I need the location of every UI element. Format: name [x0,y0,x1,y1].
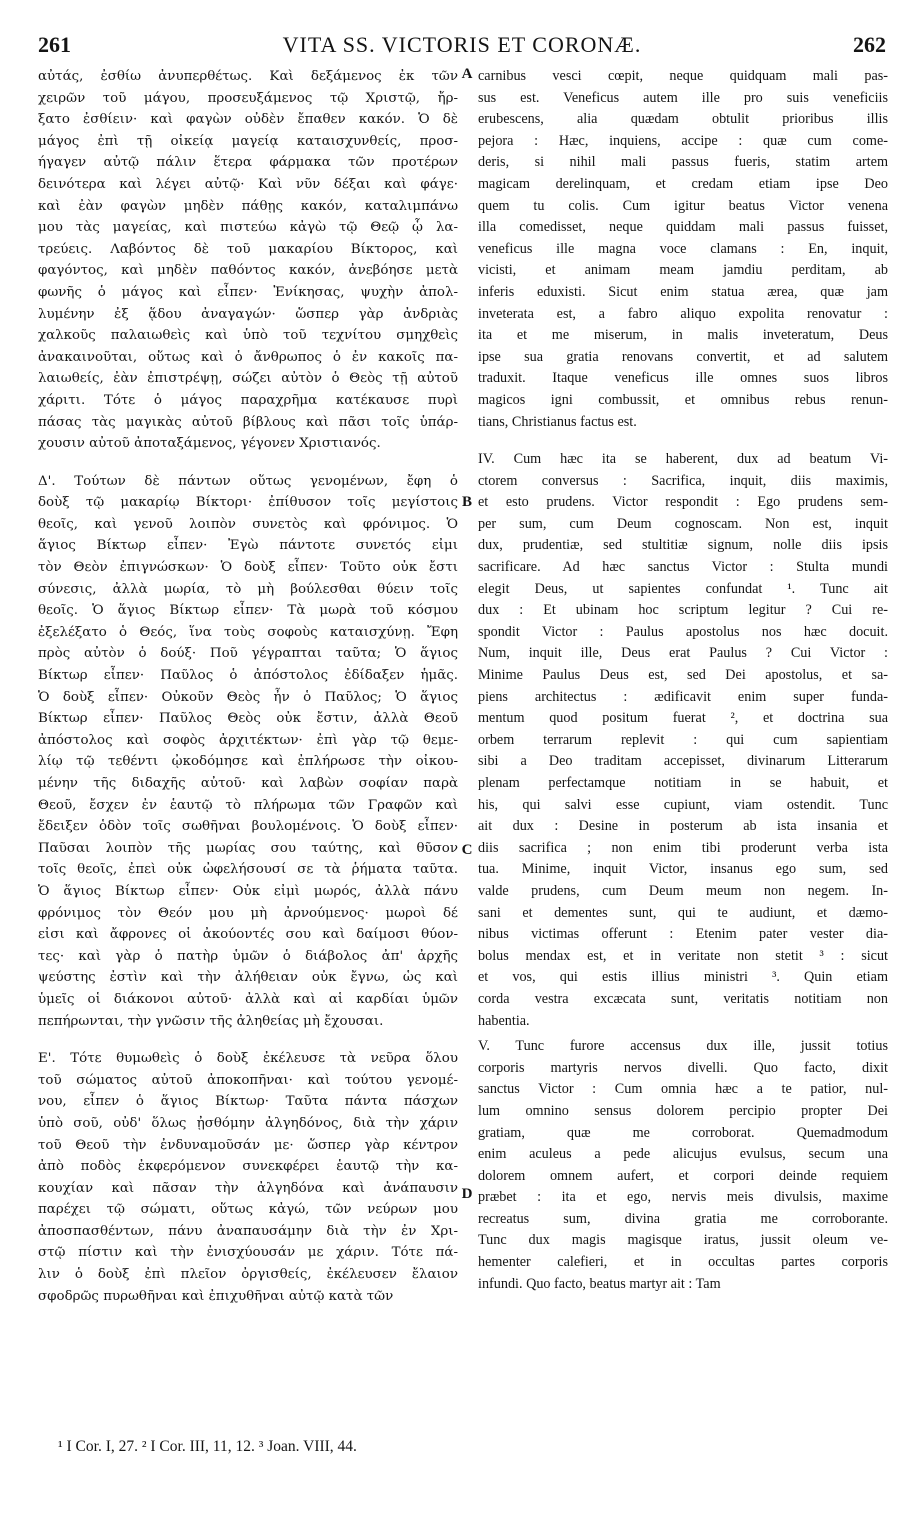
text-line: et vos, qui estis illius ministri ³. Quin etiam [478,969,888,986]
text-line: Ε'. Τότε θυμωθεὶς ὁ δοὺξ ἐκέλευσε τὰ νεῦρα ὅλου [38,1051,458,1067]
text-line: tians, Christianus factus est. [478,413,637,430]
text-line: δοὺξ τῷ μακαρίῳ Βίκτορι· ἐπίθυσον τοῖς μεγίστοις [38,495,458,511]
text-line: erubescens, alia quædam obtulit prioribus illis [478,111,888,128]
text-line: V. Tunc furore accensus dux ille, jussit totius [478,1038,888,1055]
text-line: magicos igni combussit, et omnibus rebus renun- [478,391,888,408]
text-line: plenam perfectamque notitiam in se habuit, et [478,775,888,791]
running-header [38,30,886,60]
text-line: inveterata est, a fabro aliquo expolita renovatur : [478,305,888,322]
text-line: mentum quod positum fuerat ², et doctrina sua [478,710,888,727]
text-line: τοῖς θεοῖς, ἐπεὶ οὐκ ὠφελήσουσί σε τὰ ῥήματα ταῦτα. [38,862,458,878]
text-line: Παῦσαι λοιπὸν τῆς μωρίας σου ταύτης, καὶ θῦσον [38,840,458,856]
text-line: ἐξελέξατο ὁ Θεός, ἵνα τοὺς σοφοὺς καταισχύνῃ. Ἔφη [38,624,458,640]
footnotes: ¹ I Cor. I, 27. ² I Cor. III, 11, 12. ³ Joan. VIII, 44. [58,1438,357,1455]
text-line: recreatus sum, divina gratia me corroborante. [478,1210,888,1227]
text-line: elegit Deus, ut sapientes confundat ¹. Tunc ait [478,580,888,597]
text-line: λίῳ τῷ τεθέντι ᾠκοδόμησε καὶ ἐπλήρωσε τὴν οἰκου- [38,754,458,770]
text-line: valde prudens, cum Deum meum non negem. In- [478,882,888,899]
text-line: ὑμεῖς οἱ διάκονοι αὐτοῦ· ἀλλὰ καὶ αἱ καρδίαι ὑμῶν [38,991,458,1007]
text-line: στῷ πίστιν καὶ τὴν ἐνισχύουσάν με χάριν. Τότε πά- [38,1245,458,1261]
text-line: præbet : ita et ego, nervis meis divulsis, maxime [478,1189,888,1206]
text-line: sibi a Deo traditam accepisset, divinarum Litterarum [478,753,888,770]
text-line: corporis martyris nervos divelli. Quo facto, dixit [478,1059,888,1076]
text-line: tua. Minime, inquit Victor, insanus ego sum, sed [478,861,888,878]
text-line: deris, si nihil mali passus fueris, statim artem [478,154,888,171]
text-line: nibus victimas offerunt : Etenim pater vester dia- [478,926,888,943]
text-line: φαγόντος, καὶ μηδὲν παθόντος κακόν, ἀνεβόησε μετὰ [38,263,458,279]
text-line: Ὁ δοὺξ εἶπεν· Οὐκοῦν Θεὸς ἦν ὁ Παῦλος; Ὁ ἅγιος [38,689,458,705]
latin-paragraph-3 [478,1036,888,1295]
text-line: Βίκτωρ εἶπεν· Παῦλος ὁ ἀπόστολος ἐδίδαξεν ἡμᾶς. [38,668,458,684]
text-line: ἀπόστολος καὶ σοφὸς ἀρχιτέκτων· ἐπὶ γὰρ τῷ θεμε- [38,732,458,748]
text-line: νου, εἶπεν ὁ ἅγιος Βίκτωρ· Ταῦτα πάντα πάσχων [38,1094,458,1110]
text-line: spondit Victor : Paulus apostolus nos hæc docuit. [478,623,888,640]
text-line: τὸν Θεὸν ἐπιγνώσκων· Ὁ δοὺξ εἶπεν· Τοῦτο οὐκ ἔστι [38,560,458,576]
margin-marker-b: B [461,494,472,510]
text-line: IV. Cum hæc ita se haberent, dux ad beatum Vi- [478,451,888,468]
text-line: ἀπὸ ποδὸς ἐκφερόμενον συνεκφέρει ἑαυτῷ τὴν κα- [38,1159,458,1175]
text-line: sacrificare. Ad hæc sanctus Victor : Stulta mundi [478,559,888,576]
text-line: Θεοῦ, ἔσχεν ἐν ἑαυτῷ τὸ πλήρωμα τῶν Γραφῶν καὶ [38,797,458,813]
text-line: μένην τῆς διδαχῆς αὐτοῦ· καὶ λαβὼν σοφίαν παρὰ [38,776,458,791]
text-line: ipse sua gratia renovans convertit, et ad salutem [478,348,888,365]
text-line: ait dux : Desine in posterum ab ista insania et [478,818,888,835]
text-line: inferis eduxisti. Sicut enim statua ærea, quæ jam [478,283,888,300]
text-line: μάγος ἐπὶ τῇ οἰκείᾳ μαγείᾳ καταισχυνθείς, προσ- [38,133,458,149]
text-line: Βίκτωρ εἶπεν· Παῦλος Θεὸς οὐκ ἔστιν, ἀλλὰ Θεοῦ [38,711,458,727]
text-line: θεοῖς, καὶ γενοῦ λοιπὸν συνετὸς καὶ φρόνιμος. Ὁ [38,516,458,532]
text-line: Δ'. Τούτων δὲ πάντων οὕτως γενομένων, ἔφη ὁ [38,473,458,489]
text-line: dux : Et ubinam hoc scriptum legitur ? Cui re- [478,602,888,619]
text-line: μου τὰς μαγείας, καὶ πιστεύω κἀγὼ τῷ Θεῷ ᾧ λα- [38,220,458,236]
text-line: pejora : Hæc, inquiens, accipe : quæ cum come- [478,132,888,149]
greek-paragraph-2 [38,471,458,1032]
text-line: sanctus Victor : Cum omnia hæc a te patior, nul- [478,1081,888,1098]
text-line: his, qui salvi esse cupiunt, viam ostendit. Tunc [478,796,888,813]
text-line: carnibus vesci cœpit, neque quidquam mali pas- [478,68,888,84]
latin-column [478,66,888,1295]
text-line: φωνῆς ὁ μάγος καὶ εἶπεν· Ἐνίκησας, ψυχὴν ἀπολ- [38,284,458,300]
greek-paragraph-1 [38,66,458,455]
text-line: ἀνακαινοῦται, οὕτως καὶ ὁ ἄνθρωπος ὁ ἐν κακοῖς πα- [38,349,458,365]
text-line: φρόνιμος τὸν Θεόν μου μὴ ἀρνούμενος· μωροὶ δέ [38,905,458,921]
text-line: εἰσι καὶ ἄφρονες οἱ ἀκούοντές σου καὶ δαίμοσι θύον- [38,927,458,943]
text-line: gratiam, quæ me corroborat. Quemadmodum [478,1124,888,1141]
text-line: χουσιν αὐτοῦ ἀποταξάμενος, γέγονεν Χριστιανός. [38,436,381,452]
text-line: λαιωθείς, ἐὰν ἐπιστρέψῃ, σώζει αὐτὸν ὁ Θεὸς τῇ αὐτοῦ [38,371,458,387]
text-line: veneficus ille magna voce clamans : En, inquit, [478,240,888,257]
text-line: quem tu colis. Cum igitur beatus Victor venena [478,197,888,214]
text-line: σφοδρῶς πυρωθῆναι καὶ ἐπιχυθῆναι αὐτῷ κατὰ τῶν [38,1288,394,1304]
text-line: πρὸς αὐτὸν ὁ δούξ· Ποῦ γέγραπται ταῦτα; Ὁ ἅγιος [38,646,458,662]
text-line: πάσας τὰς μαγικὰς αὐτοῦ βίβλους καὶ πᾶσι τοῖς ὑπάρ- [38,414,458,430]
running-title: VITA SS. VICTORIS ET CORONÆ. [282,32,642,57]
text-line: infundi. Quo facto, beatus martyr ait : Tam [478,1275,721,1292]
text-line: ἀποσπασθέντων, πάνυ ἀναπαυσάμην διὰ τὴν ἐν Χρι- [38,1223,458,1239]
text-line: diis sacrifica ; non enim tibi proderunt verba ista [478,839,888,856]
text-line: κουχίαν καὶ πᾶσαν τὴν ἀλγηδόνα καὶ ἀνάπαυσιν [38,1180,458,1196]
text-line: dolorem omnem aufert, et corpori deinde requiem [478,1167,888,1184]
text-line: ἅγιος Βίκτωρ εἶπεν· Ἐγὼ πάντοτε συνετός εἰμι [38,538,458,554]
margin-marker-a: A [461,66,473,82]
page-number-right: 262 [853,32,886,57]
text-line: ἔδειξεν ὁδὸν τοῖς σωθῆναι βουλομένοις. Ὁ δοὺξ εἶπεν· [38,819,458,835]
text-line: et esto prudens. Victor respondit : Ego prudens sem- [478,494,888,511]
text-line: hementer calefieri, et in occultas partes corporis [478,1254,888,1271]
text-line: Minime Paulus Deus est, sed Dei apostolus, et sa- [478,667,888,684]
greek-column [38,66,458,1307]
text-line: per sum, cum Deum cognoscam. Non est, inquit [478,515,888,532]
text-line: sus est. Veneficus autem ille pro suis veneficiis [478,89,888,106]
text-line: λιν ὁ δοὺξ ἐπὶ πλεῖον ὀργισθείς, ἐκέλευσεν ἔλαιον [38,1267,458,1283]
text-line: χαλκοῦς παλαιωθεὶς καὶ ὑπὸ τοῦ τεχνίτου σμηχθεὶς [38,328,458,344]
text-line: Num, inquit ille, Deus erat Paulus ? Cui Victor : [478,645,888,662]
text-line: vicisti, et animam meam jamdiu perditam, ab [478,262,888,279]
text-line: παρέχει τῷ σώματι, οὕτως κἀγώ, τῶν νεύρων μου [38,1202,458,1218]
text-line: ita et me miserum, in malis inveteratum, Deus [478,327,888,344]
text-line: ctorem conversus : Sacrifica, inquit, diis maximis, [478,472,888,489]
latin-paragraph-2 [478,449,888,1032]
text-line: ὑπὸ σοῦ, οὐδ' ὅλως ᾐσθόμην ἀλγηδόνος, διὰ τὴν χάριν [38,1115,458,1131]
text-line: dux, prudentiæ, sed stultitiæ signum, nolle diis ipsis [478,537,888,554]
margin-marker-c: C [461,842,473,858]
text-line: χειρῶν τοῦ μάγου, προσευξάμενος τῷ Χριστῷ, ἤρ- [38,90,458,106]
text-line: orbem terrarum replevit : qui cum sapientiam [478,731,888,748]
text-line: σύνεσις, ἀλλὰ μωρία, τὸ μὴ βούλεσθαι θύειν τοῖς [38,581,458,597]
text-line: τρεύεις. Λαβόντος δὲ τοῦ μακαρίου Βίκτορος, καὶ [38,241,458,257]
text-line: λυμένην ἐξ ᾅδου ἀναγαγών· ὥσπερ γὰρ ἀνδριὰς [38,306,458,322]
text-line: sani et dementes sunt, qui te audiunt, et dæmo- [478,904,888,921]
text-line: traduxit. Itaque veneficus ille omnes suos libros [478,370,888,387]
text-line: lum omnino sensus dolorem percipio propter Dei [478,1102,888,1119]
text-line: ψεύστης ἐστὶν καὶ τὴν ἀλήθειαν οὐκ ἔγνω, ὡς καὶ [38,970,458,986]
text-line: ξατο ἐσθίειν· καὶ φαγὼν οὐδὲν ἔπαθεν κακόν. Ὁ δὲ [38,112,458,128]
page-number-left: 261 [38,32,71,57]
text-line: piens architectus : ædificavit enim super funda- [478,688,888,705]
text-line: τες· καὶ γὰρ ὁ πατὴρ ὑμῶν ὁ διάβολος ἀπ' ἀρχῆς [38,948,458,964]
text-line: magicam derelinquam, et credam etiam ipse Deo [478,175,888,192]
text-line: enim aculeus a pede alicujus evulsus, secum una [478,1146,888,1163]
greek-paragraph-3 [38,1048,458,1307]
text-line: καὶ ἐὰν φαγὼν μηδὲν πάθῃς κακόν, καταλιμπάνω [38,198,458,214]
text-line: ήγαγεν αὐτῷ πάλιν ἕτερα φάρμακα τῶν προτέρων [38,155,458,171]
text-line: habentia. [478,1012,530,1029]
text-line: πεπήρωνται, τὴν γνῶσιν τῆς ἀληθείας μὴ ἔχουσαι. [38,1013,384,1029]
text-line: τοῦ Θεοῦ τὴν ἐνδυναμοῦσάν με· ὥσπερ γὰρ κέντρον [38,1137,458,1153]
text-line: θεοῖς. Ὁ ἅγιος Βίκτωρ εἶπεν· Τὰ μωρὰ τοῦ κόσμου [38,603,458,619]
latin-paragraph-1 [478,66,888,433]
text-line: Tunc dux magis magisque iratus, jussit oleum ve- [478,1232,888,1249]
text-line: bolus mendax est, et in veritate non stetit ³ : sicut [478,947,888,964]
text-line: illa comedisset, neque quiddam mali passus fuisset, [478,219,888,236]
text-line: αὐτάς, ἐσθίω ἀνυπερθέτως. Καὶ δεξάμενος ἐκ τῶν [38,69,458,84]
margin-marker-d: D [461,1186,473,1202]
text-line: corda vestra excæcata sunt, veritatis notitiam non [478,990,888,1007]
text-line: τοῦ σώματος αὐτοῦ ἀποκοπῆναι· καὶ τούτου γενομέ- [38,1072,458,1088]
text-line: χάριτι. Τότε ὁ μάγος παραχρῆμα κατέκαυσε πυρὶ [38,392,458,408]
text-line: δεινότερα καὶ λέγει αὐτῷ· Καὶ νῦν δέξαι καὶ φάγε· [38,176,458,192]
text-line: Ὁ ἅγιος Βίκτωρ εἶπεν· Οὐκ εἰμὶ μωρός, ἀλλὰ πάνυ [38,883,458,899]
